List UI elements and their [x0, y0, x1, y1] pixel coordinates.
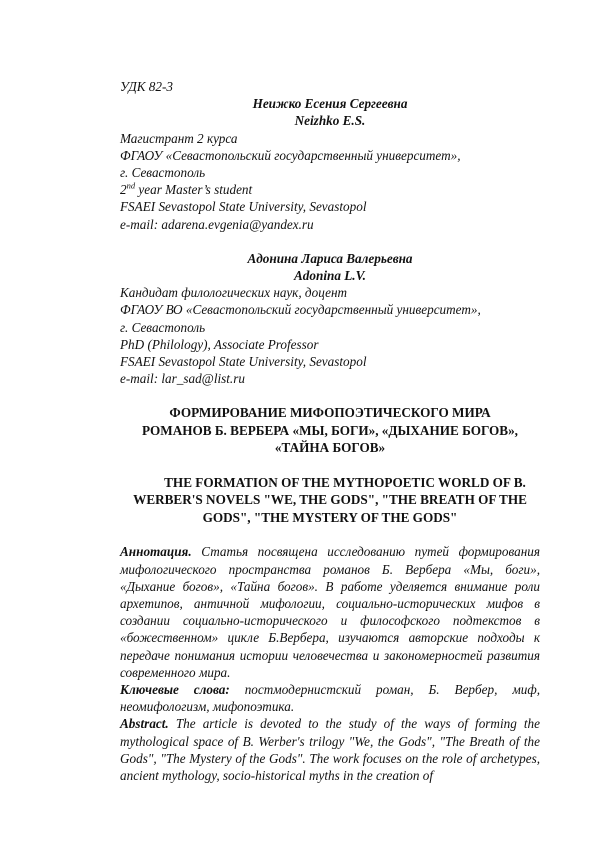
author2-email: e-mail: lar_sad@list.ru	[120, 371, 245, 387]
author1-position-en: 2nd year Master’s student	[120, 180, 253, 198]
document-page	[120, 78, 540, 784]
keywords-label: Ключевые слова:	[120, 682, 230, 698]
author1-name-ru: Неижко Есения Сергеевна	[252, 96, 408, 112]
annotation-ru	[120, 543, 540, 681]
title-ru-line-2: РОМАНОВ Б. ВЕРБЕРА «МЫ, БОГИ», «ДЫХАНИЕ БОГОВ»,	[142, 422, 518, 438]
author1-city-ru: г. Севастополь	[120, 165, 206, 181]
annotation-text: Статья посвящена исследованию путей формирования мифологического пространства романов Б. Вербера «Мы, боги», «Дыхание богов», «Тайна богов». В работе уделяется внимание роли архетипов, античной мифологии, социально-исторических мифов в создании социально-исторического и философского подтекстов в «божественном» цикле Б.Вербера, изучаются авторские подходы к передаче понимания истории человечества и закономерностей развития современного мира.	[120, 544, 540, 680]
abstract-text: The article is devoted to the study of the ways of forming the mythological space of B. Werber's trilogy "We, the Gods", "The Breath of the Gods", "The Mystery of the Gods". The work focuses on the role of archetypes, ancient mythology, socio-historical myths in the creation of	[120, 716, 540, 784]
author1-email: e-mail: adarena.evgenia@yandex.ru	[120, 216, 314, 232]
author2-affiliation-ru: ФГАОУ ВО «Севастопольский государственный университет»,	[120, 302, 481, 318]
author1-affiliation-en: FSAEI Sevastopol State University, Sevastopol	[120, 199, 367, 215]
author2-position-en: PhD (Philology), Associate Professor	[120, 336, 319, 352]
author1-affiliation-ru: ФГАОУ «Севастопольский государственный университет»,	[120, 147, 461, 163]
udk-code: УДК 82-3	[120, 79, 173, 94]
author1-position: Магистрант 2 курса	[120, 130, 238, 146]
author2-position: Кандидат филологических наук, доцент	[120, 285, 348, 301]
author2-city-ru: г. Севастополь	[120, 319, 206, 335]
title-en: THE FORMATION OF THE MYTHOPOETIC WORLD OF B. WERBER'S NOVELS "WE, THE GODS", "THE BREATH OF THE GODS", "THE MYSTERY OF THE GODS"	[133, 474, 527, 525]
abstract-en	[120, 715, 540, 784]
author2-name-en: Adonina L.V.	[294, 268, 366, 284]
title-ru-line-1: ФОРМИРОВАНИЕ МИФОПОЭТИЧЕСКОГО МИРА	[169, 405, 491, 421]
author2-affiliation-en: FSAEI Sevastopol State University, Sevastopol	[120, 354, 367, 370]
keywords-text: постмодернистский роман, Б. Вербер, миф, неомифологизм, мифопоэтика.	[120, 682, 541, 715]
annotation-label: Аннотация.	[120, 544, 192, 560]
abstract-label: Abstract.	[120, 716, 169, 732]
author2-name-ru: Адонина Лариса Валерьевна	[247, 250, 413, 266]
keywords-ru	[120, 681, 540, 715]
title-ru-line-3: «ТАЙНА БОГОВ»	[274, 440, 386, 456]
author1-name-en: Neizhko E.S.	[294, 113, 366, 129]
